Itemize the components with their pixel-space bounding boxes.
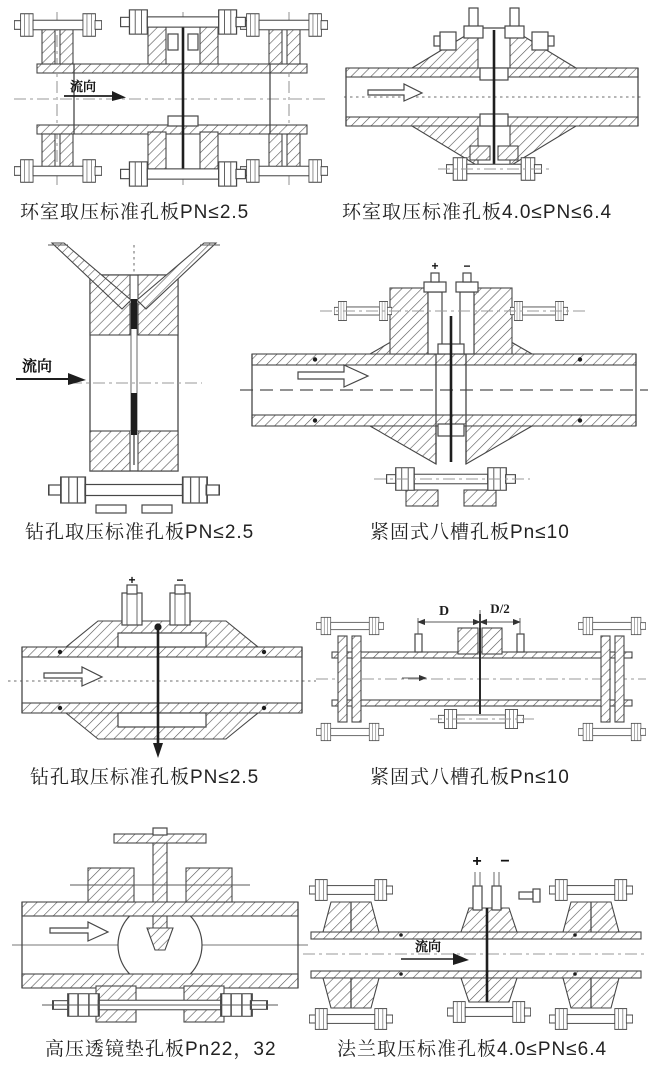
minus-sign-label: −: [500, 853, 510, 870]
drawing-clamped-eight-slot-pn10: [240, 259, 648, 506]
center-clamp-block: [415, 614, 524, 714]
caption-high-pressure-lens: 高压透镜垫孔板Pn22，32: [45, 1039, 277, 1060]
caption-drilled-tap-pn25-a: 钻孔取压标准孔板PN≤2.5: [25, 522, 255, 543]
flow-arrow: [298, 365, 368, 387]
caption-eight-slot-pn10-a: 紧固式八槽孔板Pn≤10: [370, 522, 570, 543]
center-orifice-flange: [447, 908, 530, 1022]
right-end-flange: [578, 617, 645, 740]
minus-sign-label: −: [463, 259, 471, 273]
caption-flange-tap-pn40-64: 法兰取压标准孔板4.0≤PN≤6.4: [337, 1039, 608, 1060]
bottom-bolt: [374, 468, 530, 506]
bottom-bolt: [42, 986, 278, 1022]
caption-ring-chamber-pn25: 环室取压标准孔板PN≤2.5: [20, 202, 250, 223]
caption-ring-chamber-pn40-64: 环室取压标准孔板4.0≤PN≤6.4: [342, 202, 613, 223]
flow-direction-label: 流向: [415, 939, 442, 954]
plus-sign-label: +: [431, 259, 439, 273]
flow-direction-annotation: [16, 357, 86, 385]
drawing-drilled-tap-pn25: [8, 573, 316, 758]
pipe-walls: [22, 647, 302, 713]
orifice-plate: [131, 299, 137, 465]
flow-arrow: [368, 84, 422, 101]
dimension-d-half-label: D/2: [490, 601, 510, 616]
dimension-d-label: D: [438, 604, 450, 619]
plus-sign-label: +: [472, 853, 482, 870]
plate-drain-arrow: [153, 743, 163, 758]
flow-direction-annotation: [401, 939, 469, 965]
bottom-bolt: [49, 477, 220, 513]
bottom-center-bolt: [430, 709, 536, 728]
flow-arrowhead: [453, 953, 469, 965]
flow-direction-annotation: [64, 79, 126, 101]
caption-eight-slot-pn10-b: 紧固式八槽孔板Pn≤10: [370, 767, 570, 788]
flow-arrow: [44, 667, 102, 686]
flow-direction-label: 流向: [70, 79, 97, 94]
drawing-high-pressure-lens-gasket: [12, 828, 308, 1022]
drawing-drilled-tap-pn25-vertical: [16, 243, 220, 513]
plus-sign-label: +: [128, 573, 136, 587]
minus-sign-label: −: [176, 573, 184, 587]
drawing-flange-tap-pn40-64: [303, 853, 648, 1029]
side-bolts: [320, 301, 585, 320]
caption-drilled-tap-pn25-b: 钻孔取压标准孔板PN≤2.5: [30, 767, 260, 788]
pressure-taps: [472, 853, 540, 910]
drawing-ring-chamber-tap-pn25: [14, 10, 328, 186]
pipe-walls: [311, 932, 641, 978]
drawing-ring-chamber-tap-pn40-64: [344, 8, 644, 180]
drawing-clamped-eight-slot-pn10-long: [316, 601, 646, 741]
flow-direction-label: 流向: [22, 358, 53, 375]
flow-arrow: [50, 922, 108, 941]
